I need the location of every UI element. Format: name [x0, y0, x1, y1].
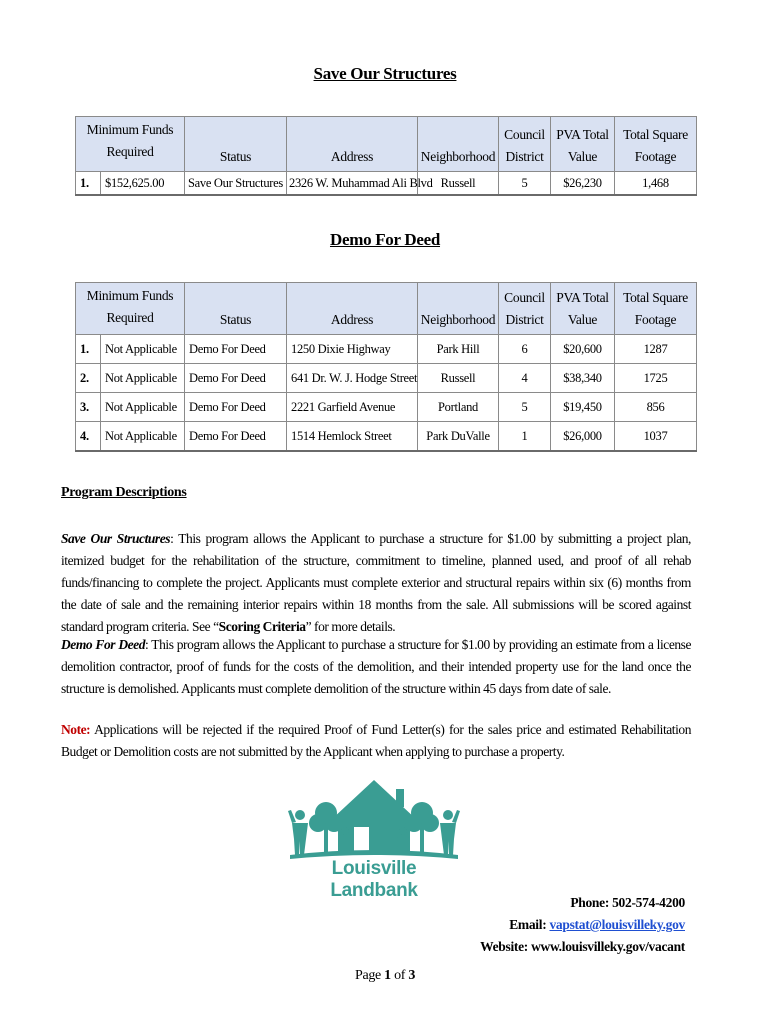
email-link[interactable]: vapstat@louisvilleky.gov: [549, 917, 685, 932]
header-address: Address: [287, 117, 418, 172]
website-link[interactable]: www.louisvilleky.gov/vacant: [531, 939, 685, 954]
header-total-square-footage: Total Square Footage: [615, 117, 697, 172]
table-row: 1. $152,625.00 Save Our Structures 2326 W. Muhammad Ali Blvd Russell 5 $26,230 1,468: [76, 172, 697, 196]
program-descriptions-heading: Program Descriptions: [61, 485, 187, 500]
header-pva-total-value: PVA Total Value: [551, 283, 615, 335]
header-neighborhood: Neighborhood: [418, 283, 499, 335]
table-row: 1. Not Applicable Demo For Deed 1250 Dixie Highway Park Hill 6 $20,600 1287: [76, 335, 697, 364]
table-row: 3. Not Applicable Demo For Deed 2221 Garfield Avenue Portland 5 $19,450 856: [76, 393, 697, 422]
contact-block: [480, 892, 685, 958]
header-total-square-footage: Total Square Footage: [615, 283, 697, 335]
note-paragraph: Note: Applications will be rejected if the required Proof of Fund Letter(s) for the sales price and estimated Rehabilitation Budget or Demolition costs are not submitted by the Applicant when applying to purchase a property.: [61, 722, 691, 759]
demo-for-deed-description: Demo For Deed: This program allows the Applicant to purchase a structure for $1.00 by providing an estimate from a license demolition contractor, proof of funds for the costs of the demolition, and their intended property use for the land once the structure is demolished. Applicants must complete demolition of the structure within 45 days from date of sale.: [61, 637, 692, 696]
save-our-structures-table: [75, 116, 697, 196]
header-pva-total-value: PVA Total Value: [551, 117, 615, 172]
page-number: Page 1 of 3: [354, 968, 416, 983]
phone-line: Phone: 502-574-4200: [570, 895, 685, 910]
header-neighborhood: Neighborhood: [418, 117, 499, 172]
save-our-structures-description: Save Our Structures: This program allows the Applicant to purchase a structure for $1.00 by submitting a project plan, itemized budget for the rehabilitation of the structure, commitment to timeline, planned used, and proof of all rehab funds/financing to complete the project. Applicants must complete exterior and structural repairs within six (6) months from the date of sale and the remaining interior repairs within 18 months from the sale. All submissions will be scored against standard program criteria. See “Scoring Criteria” for more details.: [61, 531, 691, 634]
section-title-save-our-structures: Save Our Structures: [313, 64, 457, 83]
demo-for-deed-table: [75, 282, 697, 452]
header-status: Status: [185, 117, 287, 172]
header-minimum-funds: Minimum Funds Required: [76, 117, 185, 172]
email-line: Email: vapstat@louisvilleky.gov: [509, 917, 685, 932]
section-title-demo-for-deed: Demo For Deed: [329, 230, 441, 249]
table-row: 4. Not Applicable Demo For Deed 1514 Hemlock Street Park DuValle 1 $26,000 1037: [76, 422, 697, 452]
header-address: Address: [287, 283, 418, 335]
header-minimum-funds: Minimum Funds Required: [76, 283, 185, 335]
header-council-district: Council District: [499, 283, 551, 335]
header-status: Status: [185, 283, 287, 335]
header-council-district: Council District: [499, 117, 551, 172]
website-line: Website: www.louisvilleky.gov/vacant: [480, 939, 685, 954]
table-row: 2. Not Applicable Demo For Deed 641 Dr. W. J. Hodge Street Russell 4 $38,340 1725: [76, 364, 697, 393]
logo-text: Louisville Landbank: [330, 858, 418, 901]
